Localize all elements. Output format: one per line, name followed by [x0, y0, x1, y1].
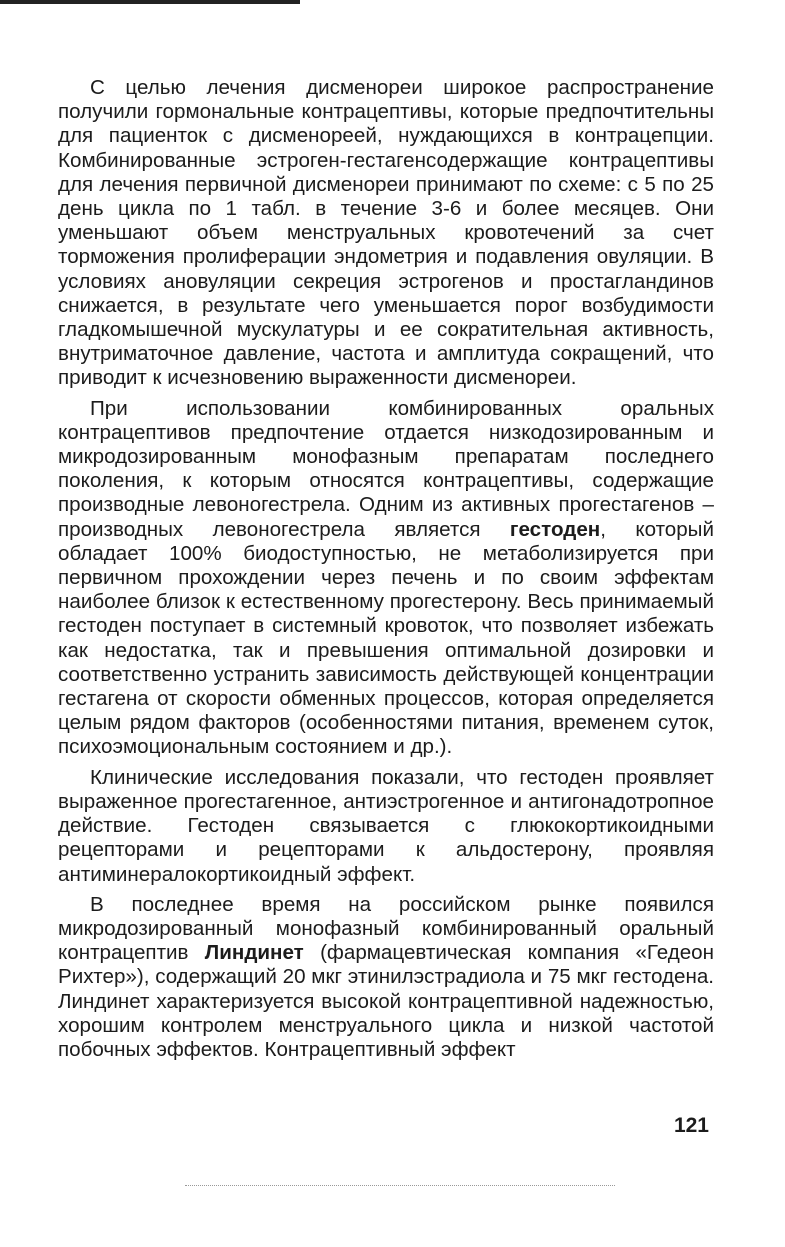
top-rule — [0, 0, 300, 4]
paragraph-4-text-b: (фармацевтическая компания «Гедеон Рихтер»), содержащий 20 мкг этинилэстрадиола и 75 мкг гестодена. Линдинет характеризуется высокой контрацептивной надежностью, хорошим контролем менструального цикла и низкой частотой побочных эффектов. Контрацептивный эффект — [58, 941, 714, 1061]
term-gestoden: гестоден — [509, 517, 601, 541]
paragraph-1: С целью лечения дисменореи широкое распространение получили гормональные контрацептивы, которые предпочтительны для пациенток с дисменореей, нуждающихся в контрацепции. Комбинированные эстроген-гестагенсодержащие контрацептивы для лечения первичной дисменореи принимают по схеме: с 5 по 25 день цикла по 1 табл. в течение 3-6 и более месяцев. Они уменьшают объем менструальных кровотечений за счет торможения пролиферации эндометрия и подавления овуляции. В условиях ановуляции секреция эстрогенов и простагландинов снижается, в результате чего уменьшается порог возбудимости гладкомышечной мускулатуры и ее сократительная активность, внутриматочное давление, частота и амплитуда сокращений, что приводит к исчезновению выраженности дисменореи. — [58, 76, 714, 390]
term-lindinet: Линдинет — [204, 941, 304, 965]
paragraph-2-text-b: , который обладает 100% биодоступностью, не метаболизируется при первичном прохождении через печень и по своим эффектам наиболее близок к естественному прогестерону. Весь принимаемый гестоден поступает в системный кровоток, что позволяет избежать как недостатка, так и превышения оптимальной дозировки и соответственно устранить зависимость действующей концентрации гестагена от скорости обменных процессов, которая определяется целым рядом факторов (особенностями питания, временем суток, психоэмоциональным состоянием и др.). — [58, 517, 714, 759]
paragraph-3: Клинические исследования показали, что гестоден проявляет выраженное прогестагенное, антиэстрогенное и антигонадотропное действие. Гестоден связывается с глюкокортикоидными рецепторами и рецепторами к альдостерону, проявляя антиминералокортикоидный эффект. — [58, 765, 714, 886]
paragraph-2-text-a: При использовании комбинированных оральных контрацептивов предпочтение отдается низкодозированным и микродозированным монофазным препаратам последнего поколения, к которым относятся контрацептивы, содержащие производные левоногестрела. Одним из активных прогестагенов – производных левоногестрела является — [58, 396, 714, 541]
body-text — [58, 76, 714, 1068]
scan-artifact — [185, 1185, 615, 1188]
paragraph-2 — [58, 397, 714, 760]
paragraph-4-text-a: В последнее время на российском рынке появился микродозированный монофазный комбинированный оральный контрацептив — [58, 892, 714, 965]
page-number: 121 — [673, 1114, 709, 1137]
paragraph-4 — [58, 893, 714, 1062]
